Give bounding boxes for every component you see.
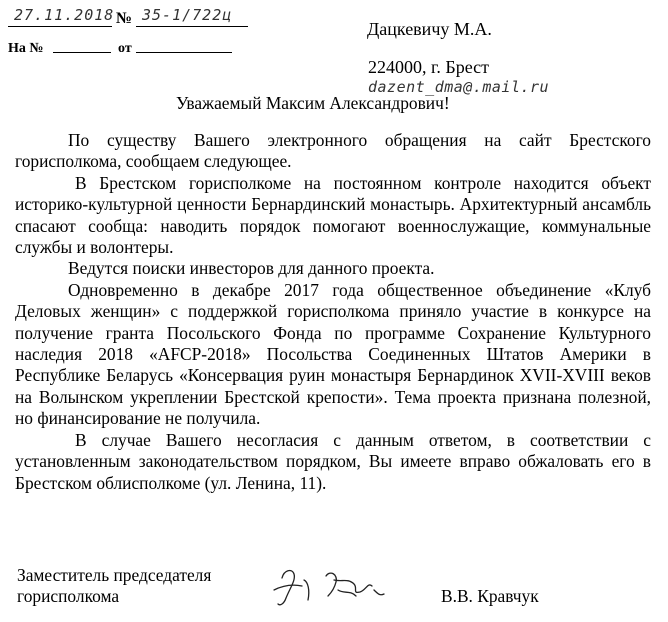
reference-number-row [8, 36, 248, 58]
outgoing-number-row [8, 6, 278, 30]
number-underline [136, 26, 248, 27]
paragraph-1: По существу Вашего электронного обращения на сайт Брестского горисполкома, сообщаем следующее. [15, 130, 651, 172]
date-handwritten: 27.11.2018 [14, 6, 115, 24]
salutation: Уважаемый Максим Александрович! [176, 93, 450, 113]
number-sign: № [116, 10, 133, 27]
na-label: На № [8, 41, 44, 56]
na-blank [53, 52, 111, 53]
paragraph-2: В Брестском горисполкоме на постоянном контроле находится объект историко-культурной ценности Бернардинский монастырь. Архитектурный ансамбль спасают сообща: наводить порядок помогают военнослужащие, коммунальные службы и волонтеры. [15, 172, 651, 258]
signer-position-line1: Заместитель председателя [17, 565, 212, 585]
date-underline [8, 26, 112, 27]
ot-label: от [118, 41, 132, 56]
paragraph-4: Одновременно в декабре 2017 года общественное объединение «Клуб Деловых женщин» с поддержкой горисполкома приняло участие в конкурсе на получение гранта Посольского Фонда по программе Сохранение Культурного наследия 2018 «AFCP-2018» Посольства Соединенных Штатов Америки в Республике Беларусь «Консервация руин монастыря Бернардинок XVII-XVIII веков на Волынском укреплении Брестской крепости». Тема проекта признана полезной, но финансирование не получила. [15, 279, 651, 429]
signer-name: В.В. Кравчук [441, 586, 539, 606]
signer-position-line2: горисполкома [17, 586, 120, 606]
number-handwritten: 35-1/722ц [142, 6, 233, 24]
addressee-address: 224000, г. Брест [368, 57, 489, 77]
letter-body [15, 130, 651, 494]
handwritten-signature [268, 560, 388, 610]
addressee-email-handwritten: dazent_dma@.mail.ru [368, 78, 550, 96]
ot-blank [136, 52, 232, 53]
paragraph-5: В случае Вашего несогласия с данным ответом, в соответствии с установленным законодательством порядком, Вы имеете вправо обжаловать его в Брестском облисполкоме (ул. Ленина, 11). [15, 429, 651, 493]
paragraph-3: Ведутся поиски инвесторов для данного проекта. [68, 258, 435, 279]
addressee-name: Дацкевичу М.А. [367, 19, 492, 39]
